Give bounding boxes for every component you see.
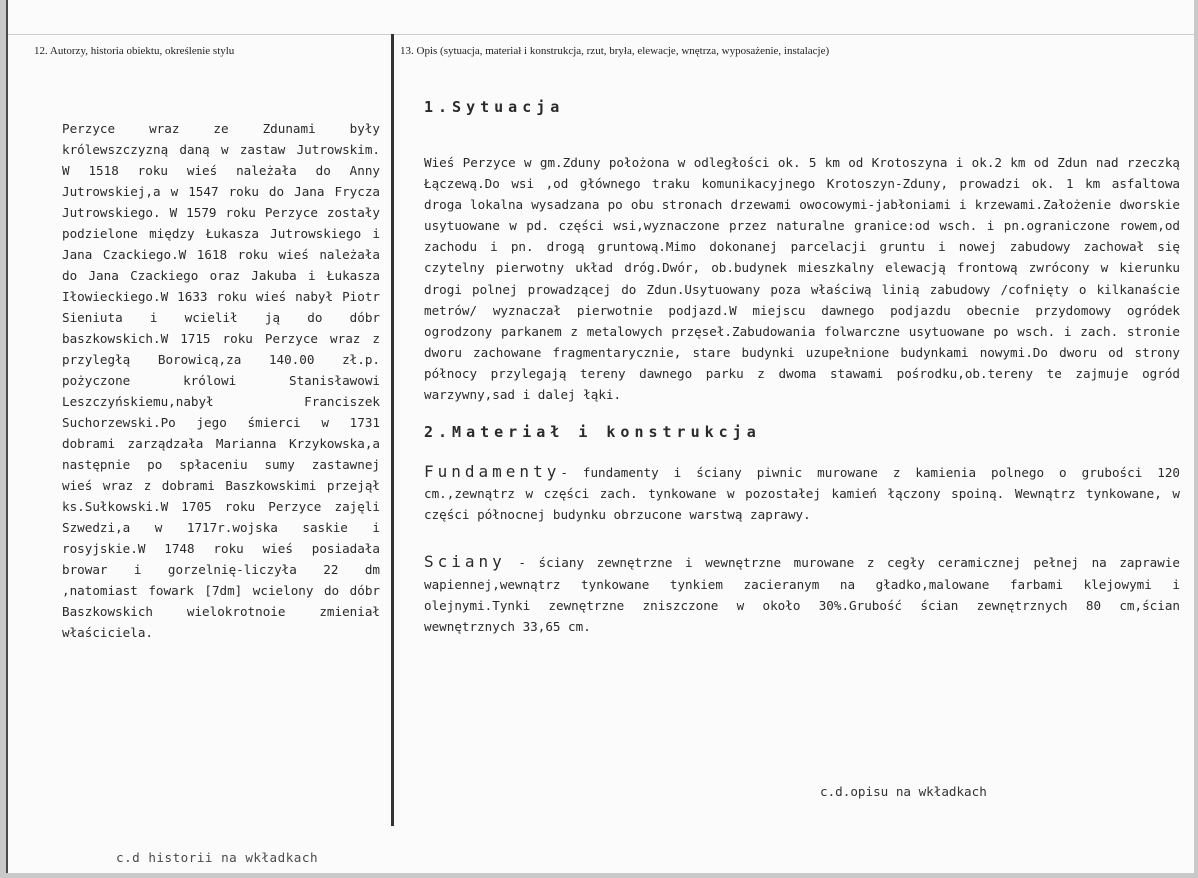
left-column-header: 12. Autorzy, historia obiektu, określenie stylu xyxy=(34,45,235,57)
section-material-heading: 2.Materiał i konstrukcja xyxy=(424,423,761,442)
top-rule xyxy=(8,34,1194,35)
foundations-paragraph xyxy=(424,461,1180,525)
column-divider xyxy=(391,34,394,826)
right-column-header: 13. Opis (sytuacja, materiał i konstrukcja, rzut, bryła, elewacje, wnętrza, wyposażenie, instalacje) xyxy=(400,45,830,57)
foundations-text: - fundamenty i ściany piwnic murowane z kamienia polnego o grubości 120 cm.,zewnątrz w części zach. tynkowane w pozostałej kamień łączony spoiną. Wewnątrz tynkowane, w części północnej budynku obrzucone warstwą zaprawy. xyxy=(424,465,1180,523)
form-sheet xyxy=(6,0,1194,873)
walls-label: Sciany xyxy=(424,552,506,572)
walls-paragraph xyxy=(424,551,1180,636)
history-continued-note: c.d historii na wkładkach xyxy=(116,850,319,865)
section-situation-heading: 1.Sytuacja xyxy=(424,98,565,116)
description-continued-note: c.d.opisu na wkładkach xyxy=(820,784,987,799)
section-situation-text: Wieś Perzyce w gm.Zduny położona w odległości ok. 5 km od Krotoszyna i ok.2 km od Zdun nad rzeczką Łączewą.Do wsi ,od głównego traku komunikacyjnego Krotoszyn-Zduny, prowadzi ok. 1 km asfaltowa droga lokalna wysadzana po obu stronach drzewami owocowymi-jabłoniami i krzewami.Założenie dworskie usytuowane w pd. części wsi,wyznaczone przez naturalne granice:od wsch. i pn.ograniczone rowem,od zachodu i pn. drogą gruntową.Mimo dokonanej parcelacji gruntu i nowej zabudowy zachował się czytelny pierwotny układ dróg.Dwór, ob.budynek mieszkalny elewacją frontową zwrócony w kierunku drogi polnej prowadzącej do Zdun.Usytuowany poza właściwą linią zabudowy /cofnięty o kilkanaście metrów/ wyznaczał pierwotnie podjazd.W miejscu dawnego podjazdu obecnie przydomowy ogródek ogrodzony parkanem z metalowych przęseł.Zabudowania folwarczne usytuowane po wsch. i zach. stronie dworu zachowane fragmentarycznie, stare budynki uzupełnione budynkami nowymi.Do dworu od strony północy przylegają tereny dawnego parku z dwoma stawami pośrodku,ob.tereny te zajmuje ogród warzywny,sad i dalej łąki. xyxy=(424,155,1180,403)
walls-text: - ściany zewnętrzne i wewnętrzne murowane z cegły ceramicznej pełnej na zaprawie wapiennej,wewnątrz tynkowane tynkiem zacieranym na gładko,malowane farbami klejowymi i olejnymi.Tynki zewnętrzne zniszczone w około 30%.Grubość ścian zewnętrznych 80 cm,ścian wewnętrznych 33,65 cm. xyxy=(424,555,1180,634)
description-column xyxy=(424,98,1180,637)
history-text: Perzyce wraz ze Zdunami były królewszczyzną daną w zastaw Jutrowskim. W 1518 roku wieś należała do Anny Jutrowskiej,a w 1547 roku do Jana Frycza Jutrowskiego. W 1579 roku Perzyce zostały podzielone między Łukasza Jutrowskiego i Jana Czackiego.W 1618 roku wieś należała do Jana Czackiego oraz Jakuba i Łukasza Iłowieckiego.W 1633 roku wieś nabył Piotr Sieniuta i wcielił ją do dóbr baszkowskich.W 1715 roku Perzyce wraz z przyległą Borowicą,za 140.00 zł.p. pożyczone królowi Stanisławowi Leszczyńskiemu,nabył Franciszek Suchorzewski.Po jego śmierci w 1731 dobrami zarządzała Marianna Krzykowska,a następnie po spłaceniu sumy zastawnej wieś wraz z dobrami Baszkowskimi przejął ks.Sułkowski.W 1705 roku Perzyce zajęli Szwedzi,a w 1717r.wojska saskie i rosyjskie.W 1748 roku wieś posiadała browar i gorzelnię-liczyła 22 dm ,natomiast fowark [7dm] wcielony do dóbr Baszkowskich wielokrotnoie zmieniał właściciela. xyxy=(62,121,380,640)
foundations-label: Fundamenty xyxy=(424,462,561,482)
